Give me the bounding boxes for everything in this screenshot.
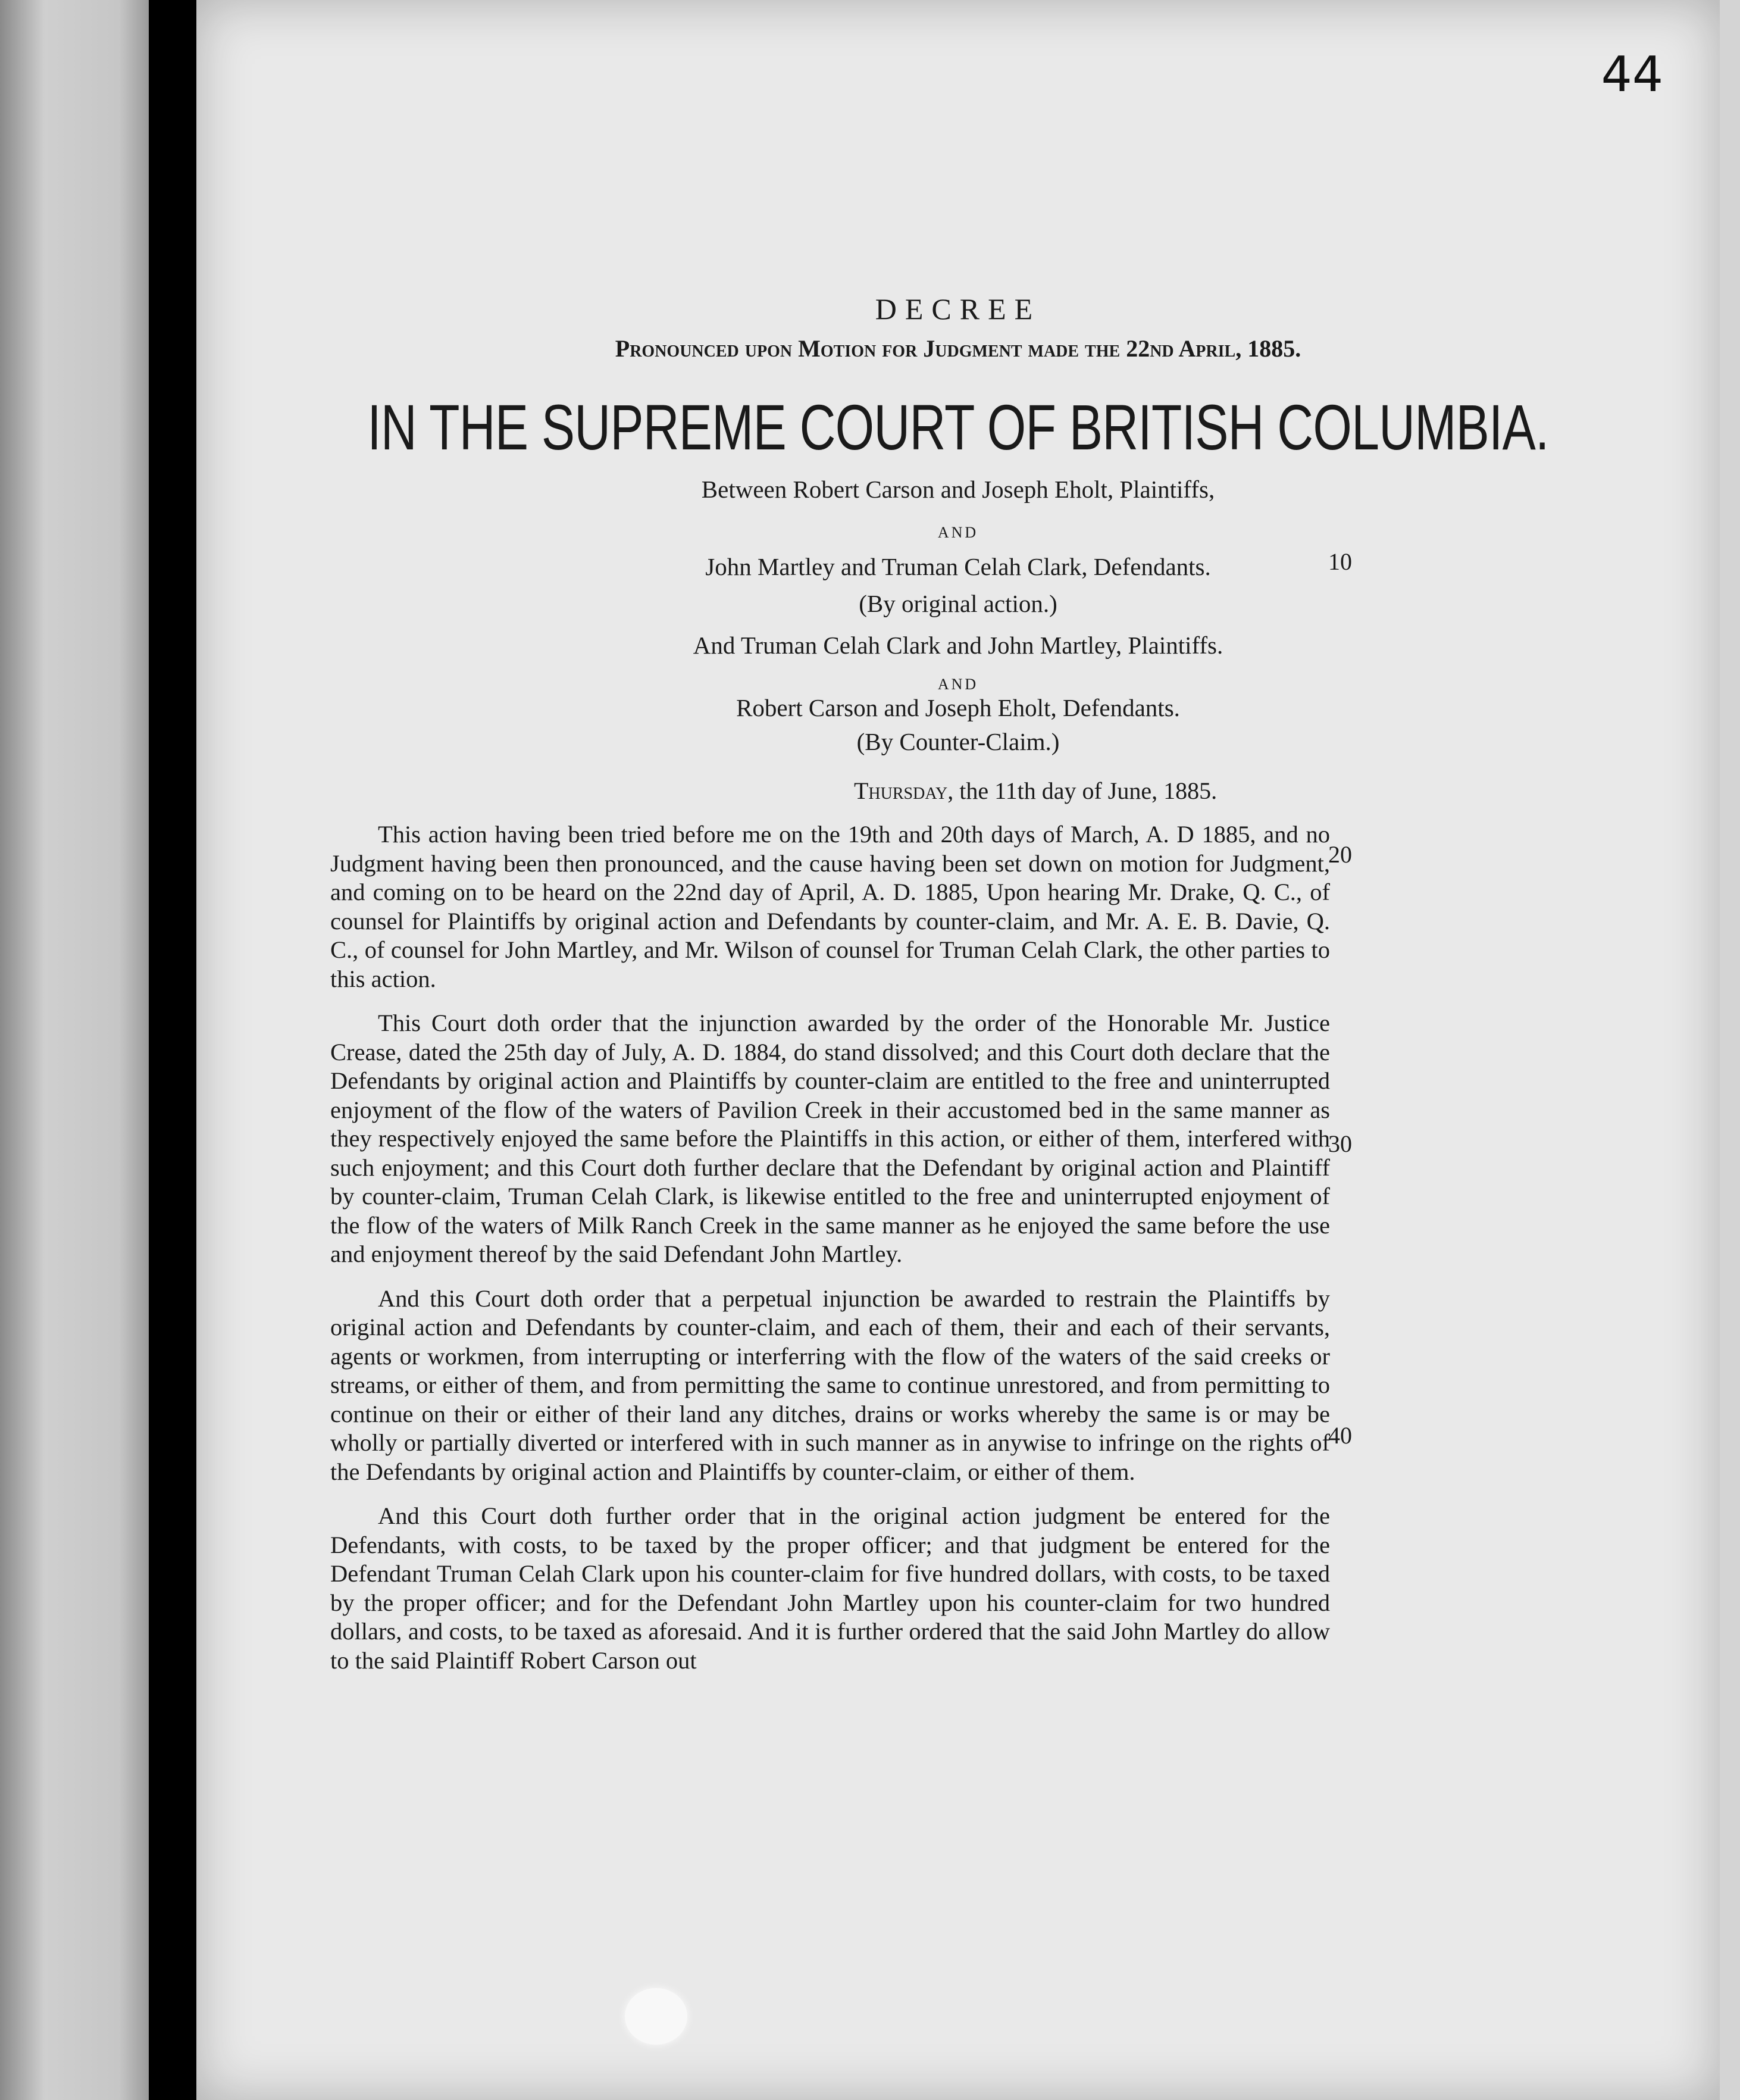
- counter-claim-note: (By Counter-Claim.): [856, 728, 1060, 755]
- previous-page-edge: [0, 0, 149, 2100]
- original-action-note: (By original action.): [859, 590, 1057, 617]
- decree-title: DECREE: [875, 292, 1041, 326]
- line-number: 20: [1328, 841, 1352, 868]
- parties-defendants-original: John Martley and Truman Celah Clark, Defendants.: [705, 553, 1211, 580]
- date-rest: , the 11th day of June, 1885.: [947, 777, 1218, 804]
- decree-body: [330, 820, 1330, 1675]
- paragraph-perpetual-injunction: And this Court doth order that a perpetual injunction be awarded to restrain the Plaintiffs by original action and Defendants by counter-claim, and each of them, their and each of their servants, agents or workmen, from interrupting or interferring with the flow of the waters of the said creeks or streams, or either of them, and from permitting the same to continue unrestored, and from permitting to continue on their or either of their land any ditches, drains or works whereby the same is or may be wholly or partially diverted or interfered with in such manner as in anywise to infringe on the rights of the Defendants by original action and Plaintiffs by counter-claim, or either of them.: [330, 1285, 1330, 1485]
- paragraph-injunction-dissolved: This Court doth order that the injunction awarded by the order of the Honorable Mr. Justice Crease, dated the 25th day of July, A. D. 1884, do stand dissolved; and this Court doth declare that the Defendants by original action and Plaintiffs by counter-claim are entitled to the free and uninterrupted enjoyment of the flow of the waters of Pavilion Creek in their accustomed bed in the same manner as they respectively enjoyed the same before the Plaintiffs in this action, or either of them, interfered with such enjoyment; and this Court doth further declare that the Defendant by original action and Plaintiff by counter-claim, Truman Celah Clark, is likewise entitled to the free and uninterrupted enjoyment of the flow of the waters of Milk Ranch Creek in the same manner as he enjoyed the same before the use and enjoyment thereof by the said Defendant John Martley.: [330, 1010, 1330, 1267]
- paragraph-judgment-costs: And this Court doth further order that in the original action judgment be entered for the Defendants, with costs, to be taxed by the proper officer; and that judgment be entered for the Defendant Truman Celah Clark upon his counter-claim for five hundred dollars, with costs, to be taxed by the proper officer; and for the Defendant John Martley upon his counter-claim for two hundred dollars, and costs, to be taxed as aforesaid. And it is further ordered that the said John Martley do allow to the said Plaintiff Robert Carson out: [330, 1502, 1330, 1674]
- date-line: [854, 777, 1217, 805]
- and-separator: AND: [937, 524, 979, 541]
- court-heading: IN THE SUPREME COURT OF BRITISH COLUMBIA.: [367, 391, 1549, 463]
- date-day: Thursday: [854, 777, 948, 804]
- line-number: 40: [1328, 1422, 1352, 1449]
- parties-between: Between Robert Carson and Joseph Eholt, Plaintiffs,: [701, 476, 1215, 503]
- line-number: 30: [1328, 1130, 1352, 1157]
- pronounced-subtitle: Pronounced upon Motion for Judgment made the 22nd April, 1885.: [615, 335, 1301, 362]
- line-number: 10: [1328, 548, 1352, 575]
- parties-plaintiffs-counter: And Truman Celah Clark and John Martley, Plaintiffs.: [693, 632, 1223, 659]
- page-number: 44: [1601, 46, 1663, 103]
- paper-blemish: [625, 1988, 687, 2045]
- paragraph-recital: This action having been tried before me on the 19th and 20th days of March, A. D 1885, and no Judgment having been then pronounced, and the cause having been set down on motion for Judgment, and coming on to be heard on the 22nd day of April, A. D. 1885, Upon hearing Mr. Drake, Q. C., of counsel for Plaintiffs by original action and Defendants by counter-claim, and Mr. A. E. B. Davie, Q. C., of counsel for John Martley, and Mr. Wilson of counsel for Truman Celah Clark, the other parties to this action.: [330, 821, 1330, 992]
- parties-defendants-counter: Robert Carson and Joseph Eholt, Defendants.: [736, 694, 1180, 721]
- right-page-edge: [1720, 0, 1740, 2100]
- and-separator: AND: [937, 676, 979, 693]
